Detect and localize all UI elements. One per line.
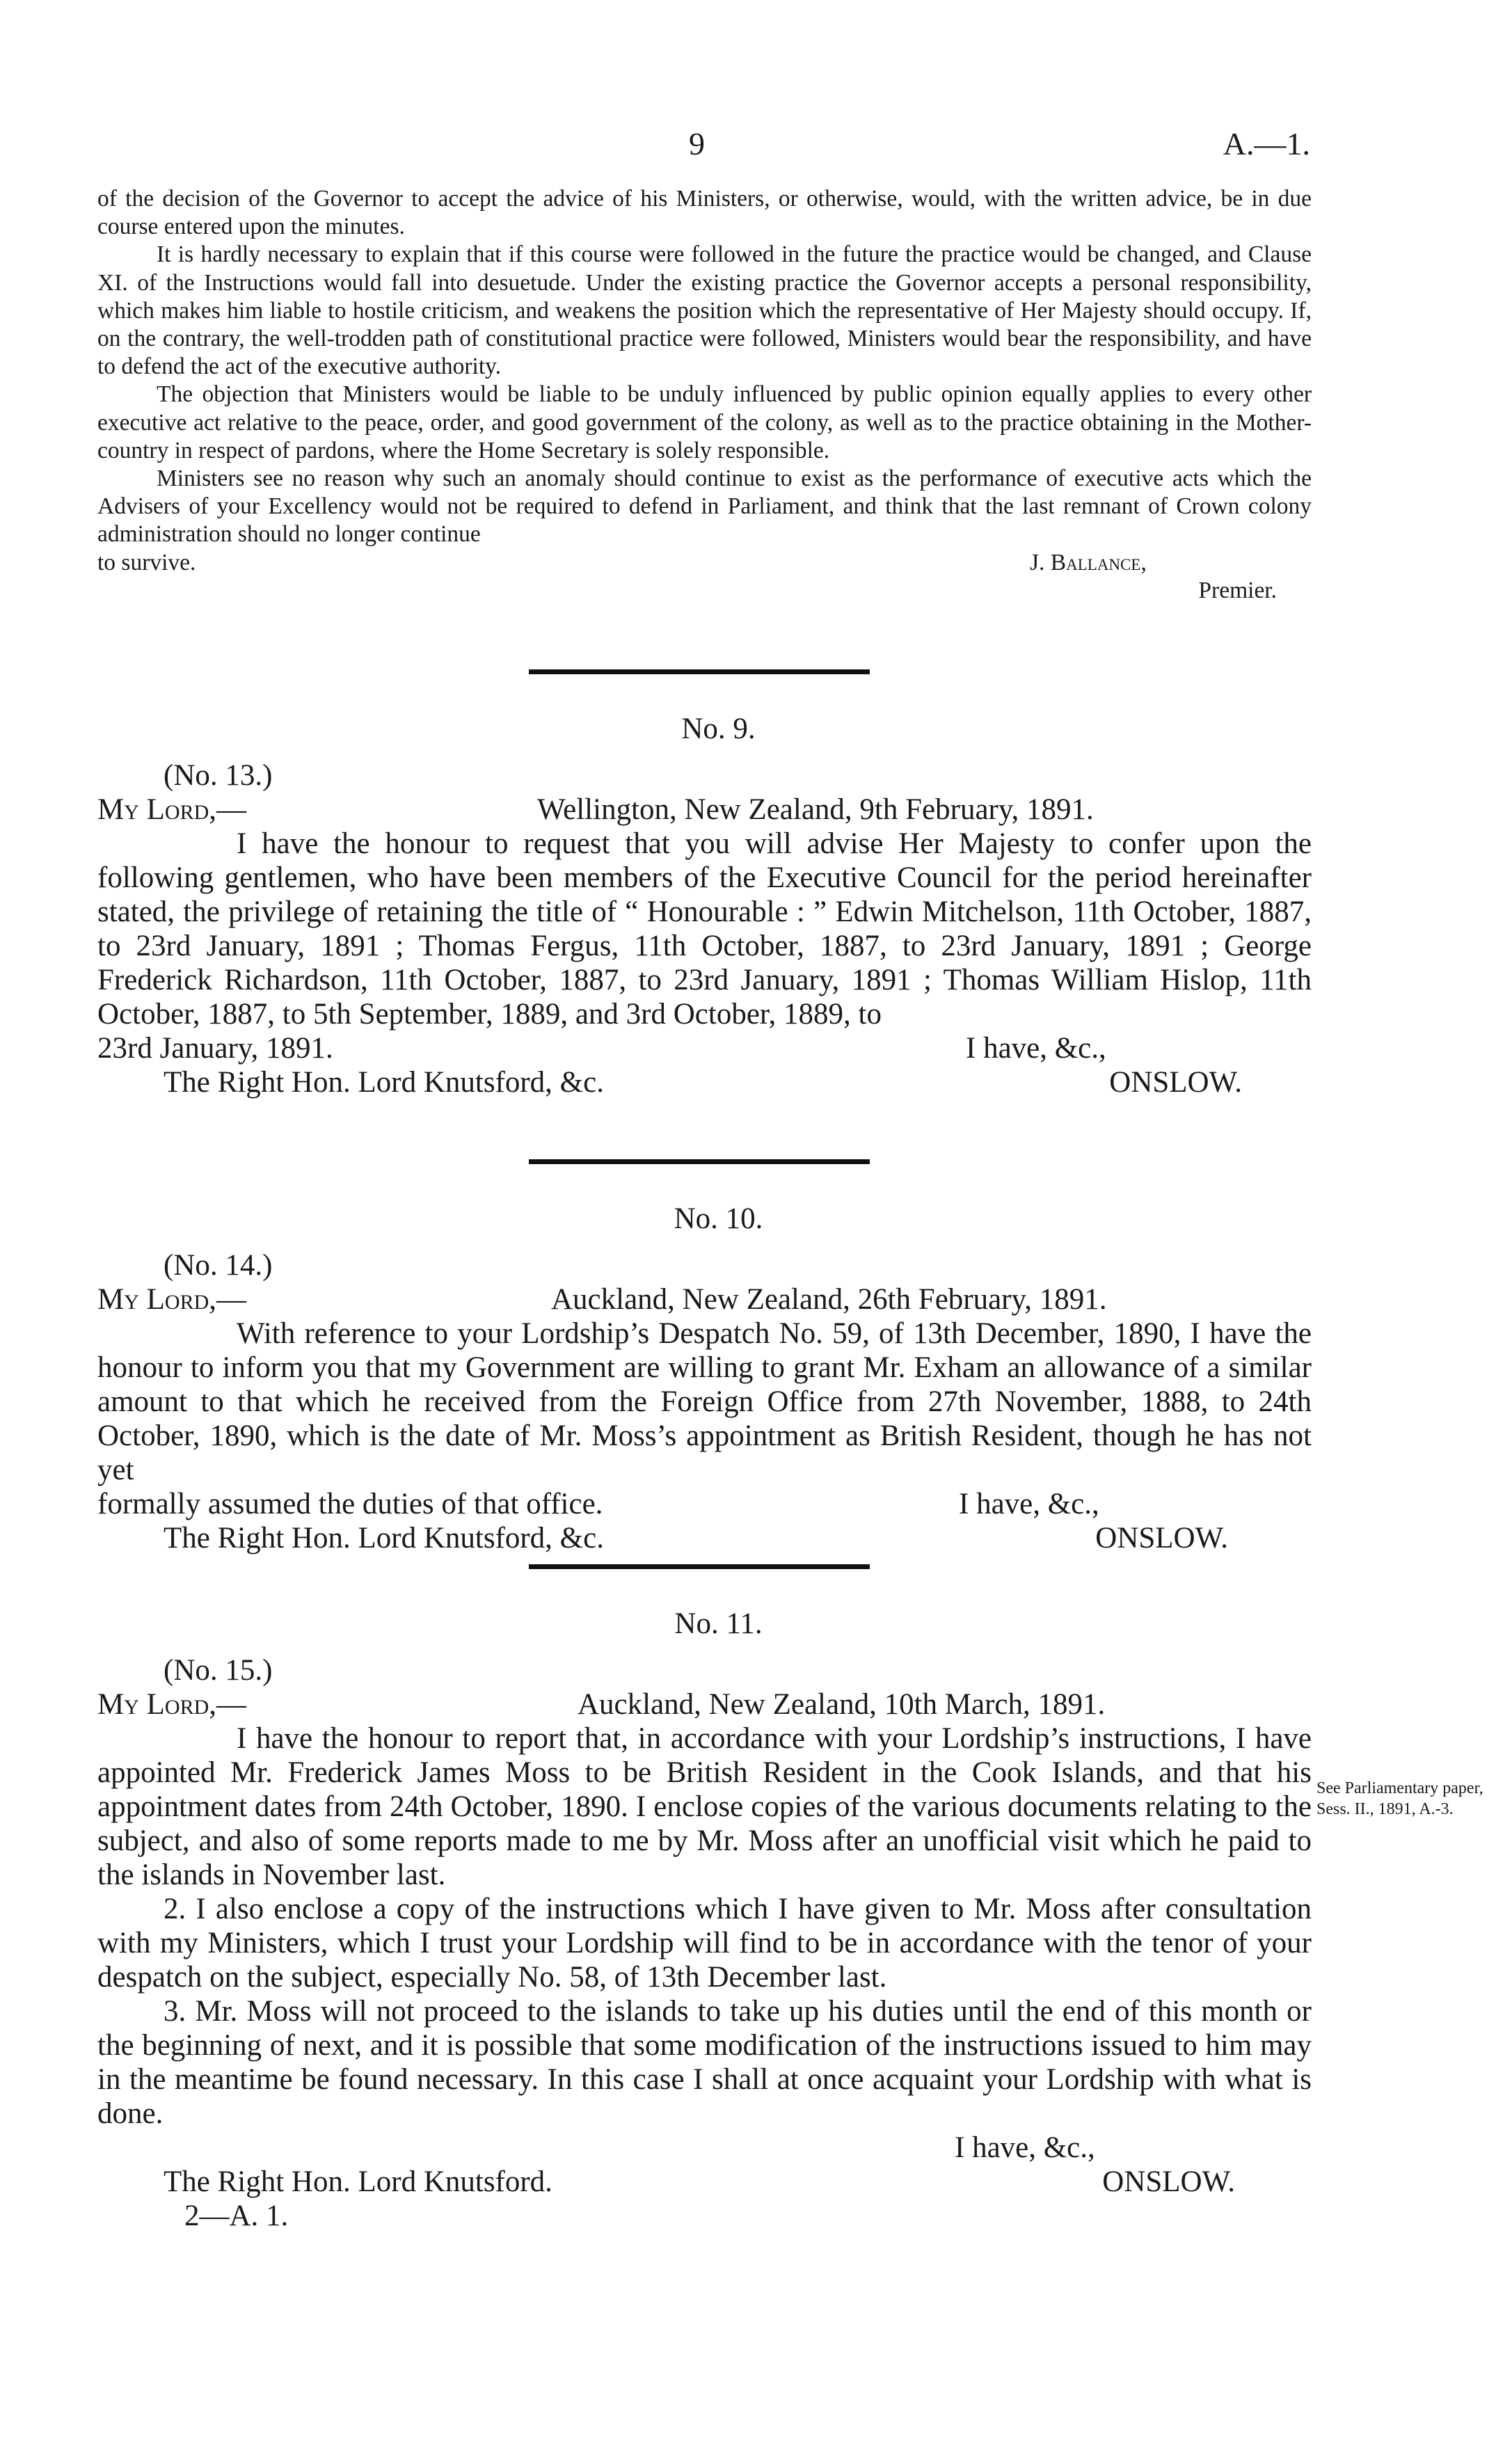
despatch-ref: (No. 15.): [164, 1654, 273, 1687]
place-date: Wellington, New Zealand, 9th February, 1891.: [537, 793, 1094, 826]
despatch-no-11: [97, 1603, 1312, 2233]
letter-paragraph: I have the honour to request that you will advise Her Majesty to confer upon the following gentlemen, who have been members of the Executive Council for the period hereinafter stated, the privilege of retaining the title of “ Honourable : ” Edwin Mitchelson, 11th October, 1887, to 23rd January, 1891 ; Thomas Fergus, 11th October, 1887, to 23rd January, 1891 ; George Frederick Richardson, 11th October, 1887, to 23rd January, 1891 ; Thomas William Hislop, 11th October, 1887, to 5th September, 1889, and 3rd October, 1889, to: [97, 827, 1312, 1031]
salutation: My Lord,—: [97, 793, 247, 826]
memo-signature-title: Premier.: [1198, 577, 1277, 603]
closing: I have, &c.,: [966, 1032, 1106, 1065]
memo-paragraph: It is hardly necessary to explain that if this course were followed in the future the practice would be changed, and Clause XI. of the Instructions would fall into desuetude. Under the existing practice the Governor accepts a personal responsibility, which makes him liable to hostile criticism, and weakens the position which the representative of Her Majesty should occupy. If, on the contrary, the well-trodden path of constitutional practice were followed, Ministers would bear the responsibility, and have to defend the act of the executive authority.: [97, 241, 1312, 380]
closing-row: [97, 1031, 1312, 1065]
despatch-number: No. 9.: [681, 713, 756, 745]
addressee: The Right Hon. Lord Knutsford.: [164, 2165, 552, 2198]
closing: I have, &c.,: [955, 2131, 1095, 2164]
closing: I have, &c.,: [959, 1488, 1099, 1520]
document-reference: A.—1.: [1223, 126, 1310, 161]
salutation-row: [97, 1687, 1312, 1722]
despatch-number: No. 11.: [674, 1607, 763, 1640]
addressee-row: [97, 1065, 1312, 1099]
despatch-ref: (No. 14.): [164, 1249, 273, 1282]
place-date: Auckland, New Zealand, 26th February, 1891.: [551, 1283, 1107, 1316]
signature: ONSLOW.: [1109, 1066, 1242, 1099]
salutation-row: [97, 793, 1312, 827]
letter-last-line: 23rd January, 1891.: [97, 1032, 333, 1065]
despatch-number: No. 10.: [674, 1202, 763, 1235]
signature-mark: 2—A. 1.: [184, 2200, 289, 2232]
memorandum-continuation: [97, 185, 1312, 605]
margin-note: See Parliamentary paper, Sess. II., 1891, A.-3.: [1316, 1779, 1483, 1818]
memo-signature-row: [97, 549, 1312, 577]
place-date: Auckland, New Zealand, 10th March, 1891.: [578, 1688, 1106, 1721]
memo-paragraph: of the decision of the Governor to accept the advice of his Ministers, or otherwise, would, with the written advice, be in due course entered upon the minutes.: [97, 186, 1312, 240]
letter-paragraph: With reference to your Lordship’s Despatch No. 59, of 13th December, 1890, I have the honour to inform you that my Government are willing to grant Mr. Exham an allowance of a similar amount to that which he received from the Foreign Office from 27th November, 1888, to 24th October, 1890, which is the date of Mr. Moss’s appointment as British Resident, though he has not yet: [97, 1317, 1312, 1486]
despatch-no-10: [97, 1198, 1312, 1555]
memo-paragraph: Ministers see no reason why such an anomaly should continue to exist as the performance of executive acts which the Advisers of your Excellency would not be required to defend in Parliament, and think that the last remnant of Crown colony administration should no longer continue: [97, 466, 1312, 548]
despatch-no-9: [97, 708, 1312, 1099]
letter-paragraph: I have the honour to report that, in accordance with your Lordship’s instructions, I have appointed Mr. Frederick James Moss to be British Resident in the Cook Islands, and that his appointment dates from 24th October, 1890. I enclose copies of the various documents relating to the subject, and also of some reports made to me by Mr. Moss after an unofficial visit which he paid to the islands in November last.: [97, 1722, 1312, 1891]
addressee-row: [97, 1521, 1312, 1555]
section-divider: [529, 669, 870, 674]
letter-paragraph: 3. Mr. Moss will not proceed to the islands to take up his duties until the end of this month or the beginning of next, and it is possible that some modification of the instructions issued to him may in the meantime be found necessary. In this case I shall at once acquaint your Lordship with what is done.: [97, 1995, 1312, 2130]
page-number: 9: [689, 126, 705, 161]
section-divider: [529, 1159, 870, 1164]
salutation: My Lord,—: [97, 1283, 247, 1316]
letter-last-line: formally assumed the duties of that office.: [97, 1488, 603, 1520]
addressee-row: [97, 2165, 1312, 2199]
closing-row: [97, 1487, 1312, 1521]
signature: ONSLOW.: [1102, 2165, 1235, 2198]
salutation: My Lord,—: [97, 1688, 247, 1721]
letter-paragraph: 2. I also enclose a copy of the instructions which I have given to Mr. Moss after consultation with my Ministers, which I trust your Lordship will find to be in accordance with the tenor of your despatch on the subject, especially No. 58, of 13th December last.: [97, 1893, 1312, 1994]
memo-last-line: to survive.: [97, 549, 196, 575]
memo-paragraph: The objection that Ministers would be liable to be unduly influenced by public opinion equally applies to every other executive act relative to the peace, order, and good government of the colony, as well as to the practice obtaining in the Mother-country in respect of pardons, where the Home Secretary is solely responsible.: [97, 381, 1312, 463]
addressee: The Right Hon. Lord Knutsford, &c.: [164, 1522, 604, 1555]
closing-row: [97, 2131, 1312, 2165]
despatch-ref: (No. 13.): [164, 759, 273, 792]
addressee: The Right Hon. Lord Knutsford, &c.: [164, 1066, 604, 1099]
signature: ONSLOW.: [1095, 1522, 1228, 1555]
section-divider: [529, 1564, 870, 1569]
salutation-row: [97, 1282, 1312, 1317]
memo-signature: J. Ballance,: [1030, 549, 1147, 575]
